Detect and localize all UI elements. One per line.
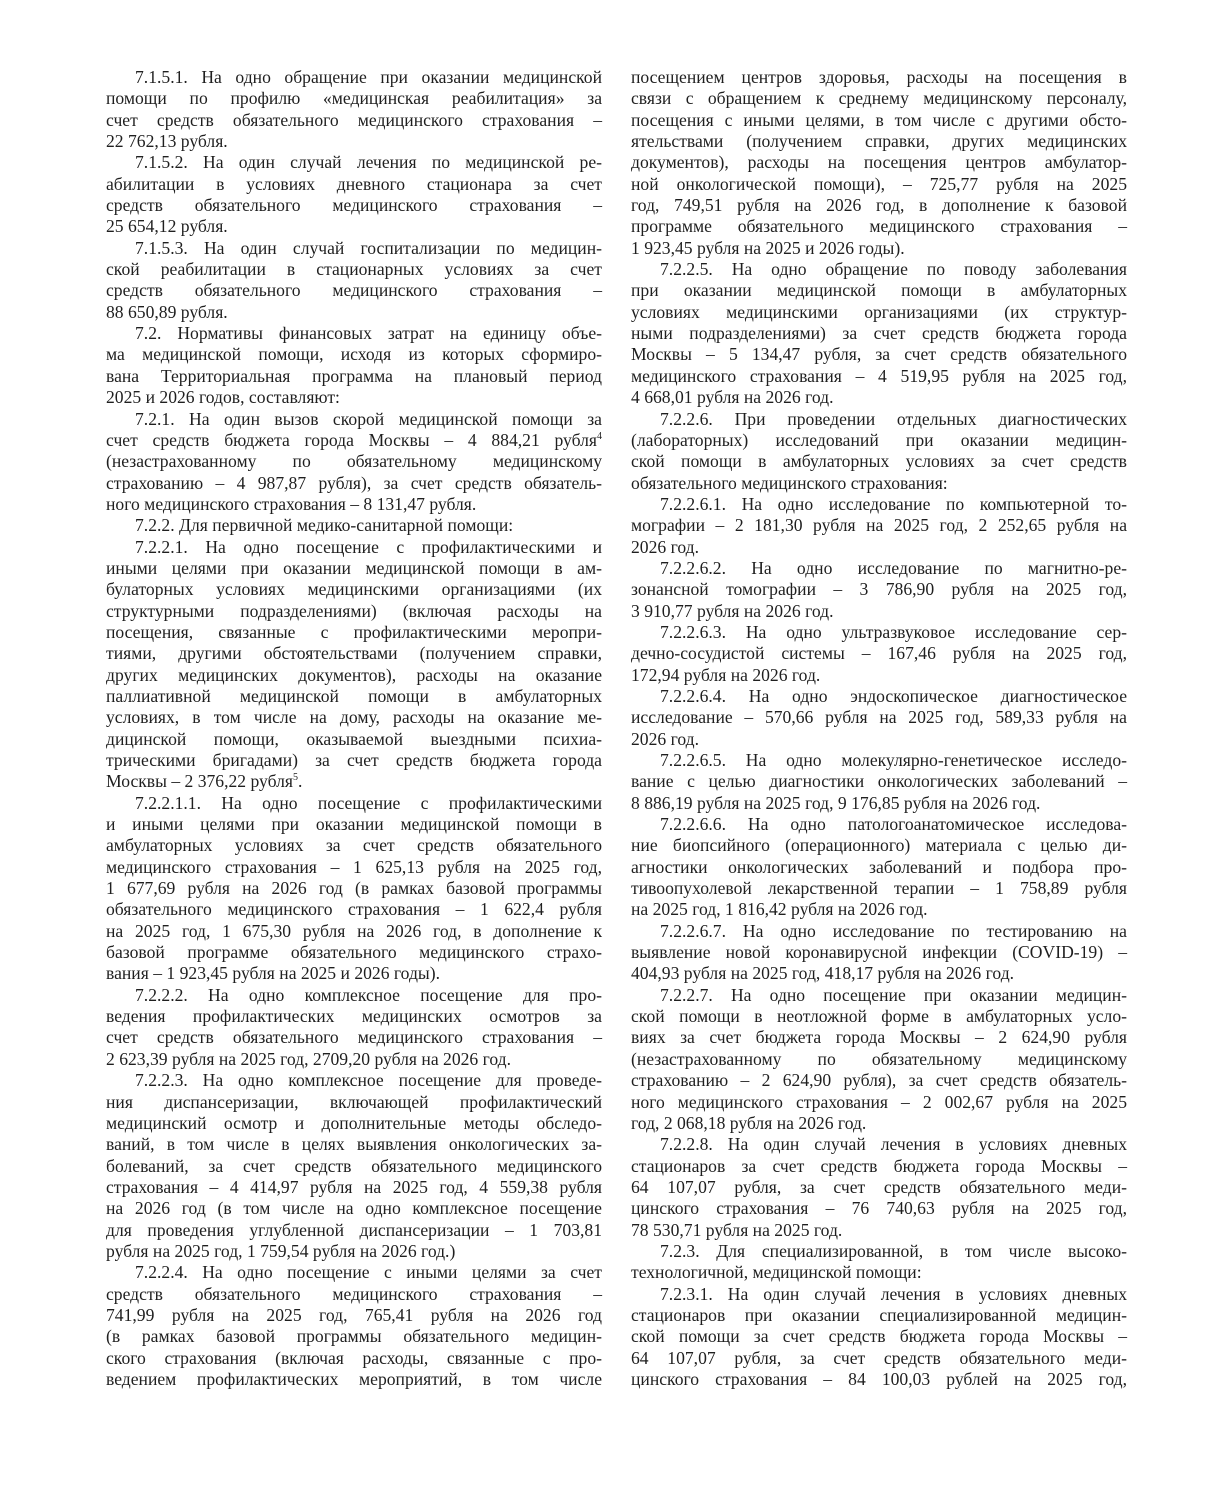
line-text: 7.2.2.6. При проведении отдельных диагностических [660,408,1127,429]
line-text: 7.2.2.1.1. На одно посещение с профилактическими [135,792,602,813]
text-line [631,366,1127,387]
text-line [106,1092,602,1113]
line-text: ма медицинской помощи, исходя из которых сформиро- [106,344,602,365]
text-line [106,537,602,558]
line-text: ведением профилактических мероприятий, в том числе [106,1368,602,1389]
footnote-marker[interactable]: 4 [597,430,602,442]
line-text: ного медицинского страхования – 8 131,47 рубля. [106,493,477,514]
text-line [631,558,1127,579]
line-text: ние биопсийного (операционного) материала с целью ди- [631,835,1127,856]
line-text: посещения, связанные с профилактическими меропри- [106,621,602,642]
text-line [106,216,602,237]
line-text: 78 530,71 рубля на 2025 год. [631,1219,843,1240]
line-text: связи с обращением к среднему медицинскому персоналу, [631,88,1127,109]
line-text: ния диспансеризации, включающей профилактический [106,1091,602,1112]
line-text: медицинский осмотр и дополнительные методы обследо- [106,1112,602,1133]
text-line [631,302,1127,323]
text-line [631,259,1127,280]
text-line [106,174,602,195]
line-text: ваний, в том числе в целях выявления онкологических за- [106,1134,602,1155]
line-text: ными подразделениями) за счет средств бюджета города [631,323,1127,344]
text-line [106,1220,602,1241]
line-text: ятельствами (получением справки, других медицинских [631,131,1127,152]
text-line [631,515,1127,536]
line-text: 25 654,12 рубля. [106,216,228,237]
line-text: документов), расходы на посещения центров амбулатор- [631,152,1127,173]
text-line [106,558,602,579]
line-text: 1 923,45 рубля на 2025 и 2026 годы). [631,237,905,258]
text-line [106,152,602,173]
text-line [631,857,1127,878]
text-line [106,878,602,899]
line-text: (незастрахованному по обязательному медицинскому [106,451,602,472]
text-line [106,88,602,109]
text-line [106,1134,602,1155]
text-line [631,451,1127,472]
text-line [631,216,1127,237]
text-line [106,793,602,814]
line-text: на 2025 год, 1 675,30 рубля на 2026 год, в дополнение к [106,920,602,941]
line-text: 7.2.2.5. На одно обращение по поводу заболевания [660,259,1127,280]
text-line [631,323,1127,344]
line-text: 7.2.2.8. На один случай лечения в условиях дневных [660,1134,1127,1155]
text-line [106,1113,602,1134]
text-line [106,1326,602,1347]
line-text: иными целями при оказании медицинской помощи в ам- [106,557,602,578]
text-line [631,1156,1127,1177]
text-line [106,1262,602,1283]
line-text: медицинского страхования – 1 625,13 рубля на 2025 год, [106,856,602,877]
line-text: 7.2.2.7. На одно посещение при оказании медицин- [660,984,1127,1005]
text-line [631,707,1127,728]
line-text: страхованию – 2 624,90 рубля), за счет средств обязатель- [631,1070,1127,1091]
line-text: при оказании медицинской помощи в амбулаторных [631,280,1127,301]
line-text: тиями, другими обстоятельствами (получением справки, [106,643,602,664]
line-text: цинского страхования – 84 100,03 рублей на 2025 год, [631,1368,1127,1389]
text-line [106,1241,602,1262]
line-text: 2026 год. [631,728,700,749]
line-text: счет средств бюджета города Москвы – 4 884,21 рубля [106,429,597,450]
line-text: страхованию – 4 987,87 рубля), за счет средств обязатель- [106,472,602,493]
line-text: ской помощи в неотложной форме в амбулаторных усло- [631,1006,1127,1027]
line-text: ского страхования (включая расходы, связанные с про- [106,1347,602,1368]
text-line [631,1092,1127,1113]
line-text: паллиативной медицинской помощи в амбулаторных [106,685,602,706]
text-line [106,1198,602,1219]
line-text-tail: . [298,771,303,792]
line-text: 7.2.2.6.4. На одно эндоскопическое диагностическое [660,685,1127,706]
text-line [106,67,602,88]
text-line [631,814,1127,835]
text-line [106,110,602,131]
line-text: 172,94 рубля на 2026 год. [631,664,821,685]
line-text: обязательного медицинского страхования – 1 622,4 рубля [106,899,602,920]
text-line [106,1049,602,1070]
right-text-column [631,67,1127,1390]
text-line [106,323,602,344]
text-line [631,1220,1127,1241]
line-text: (лабораторных) исследований при оказании медицин- [631,429,1127,450]
line-text: 4 668,01 рубля на 2026 год. [631,387,834,408]
line-text: год, 749,51 рубля на 2026 год, в дополнение к базовой [631,195,1127,216]
line-text: для проведения углубленной диспансеризации – 1 703,81 [106,1219,602,1240]
line-text: 22 762,13 рубля. [106,131,228,152]
line-text: 64 107,07 рубля, за счет средств обязательного меди- [631,1347,1127,1368]
line-text: технологичной, медицинской помощи: [631,1262,922,1283]
line-text: Москвы – 5 134,47 рубля, за счет средств обязательного [631,344,1127,365]
text-line [631,1326,1127,1347]
line-text: программе обязательного медицинского страхования – [631,216,1127,237]
text-line [631,152,1127,173]
text-line [106,899,602,920]
text-line [106,622,602,643]
line-text: вание с целью диагностики онкологических заболеваний – [631,771,1127,792]
text-line [106,729,602,750]
text-line [631,878,1127,899]
line-text: трическими бригадами) за счет средств бюджета города [106,750,602,770]
line-text: год, 2 068,18 рубля на 2026 год. [631,1112,867,1133]
text-line [631,601,1127,622]
line-text: медицинского страхования – 4 519,95 рубля на 2025 год, [631,365,1127,386]
text-line [106,963,602,984]
line-text: ской помощи за счет средств бюджета города Москвы – [631,1326,1127,1347]
line-text: 7.2.1. На один вызов скорой медицинской помощи за [135,408,602,429]
text-line [631,899,1127,920]
line-text: рубля на 2025 год, 1 759,54 рубля на 2026 год.) [106,1240,456,1261]
line-text: (незастрахованному по обязательному медицинскому [631,1048,1127,1069]
line-text: болеваний, за счет средств обязательного медицинского [106,1155,602,1176]
text-line [106,430,602,451]
text-line [106,814,602,835]
text-line [631,1241,1127,1262]
text-line [631,494,1127,515]
line-text: 7.2.2.6.7. На одно исследование по тестированию на [660,920,1127,941]
line-text: посещения с иными целями, в том числе с другими обсто- [631,109,1127,130]
line-text: агностики онкологических заболеваний и подбора про- [631,856,1127,877]
text-line [106,515,602,536]
line-text: условиях, в том числе на дому, расходы на оказание ме- [106,707,602,728]
text-line [631,344,1127,365]
text-line [631,195,1127,216]
text-line [631,131,1127,152]
text-line [106,387,602,408]
text-line [631,835,1127,856]
line-text: средств обязательного медицинского страхования – [106,1283,602,1304]
text-line [631,1177,1127,1198]
line-text: 7.1.5.2. На один случай лечения по медицинской ре- [135,152,602,173]
text-line [631,537,1127,558]
text-line [631,473,1127,494]
text-line [631,1348,1127,1369]
text-line [106,1156,602,1177]
line-text: Москвы – 2 376,22 рубля [106,771,294,792]
line-text: 7.2.2.6.1. На одно исследование по компьютерной то- [660,493,1127,514]
left-text-column [106,67,602,1390]
line-text: 2026 год. [631,536,700,557]
text-line [106,451,602,472]
text-line [631,963,1127,984]
line-text: амбулаторных условиях за счет средств обязательного [106,835,602,856]
line-text: выявление новой коронавирусной инфекции (COVID-19) – [631,942,1127,963]
text-line [106,601,602,622]
line-text: 7.2.2.6.3. На одно ультразвуковое исследование сер- [660,621,1127,642]
text-line [631,793,1127,814]
line-text: 7.2.2.1. На одно посещение с профилактическими и [135,536,602,557]
line-text: мографии – 2 181,30 рубля на 2025 год, 2 252,65 рубля на [631,515,1127,536]
text-line [631,1134,1127,1155]
text-line [631,1369,1127,1390]
line-text: 88 650,89 рубля. [106,301,228,322]
text-line [631,1198,1127,1219]
line-text: ской реабилитации в стационарных условиях за счет [106,259,602,280]
line-text: страхования – 4 414,97 рубля на 2025 год, 4 559,38 рубля [106,1176,602,1197]
text-line [106,1348,602,1369]
text-line [631,1006,1127,1027]
line-text: вания – 1 923,45 рубля на 2025 и 2026 годы). [106,963,440,984]
line-text: счет средств обязательного медицинского страхования – [106,1027,602,1048]
text-line [106,750,602,771]
line-text: исследование – 570,66 рубля на 2025 год, 589,33 рубля на [631,707,1127,728]
line-text: вана Территориальная программа на плановый период [106,365,602,386]
text-line [631,110,1127,131]
text-line [106,1305,602,1326]
text-line [106,835,602,856]
line-text: на 2025 год, 1 816,42 рубля на 2026 год. [631,899,928,920]
line-text: стационаров за счет средств бюджета города Москвы – [631,1155,1127,1176]
line-text: зонансной томографии – 3 786,90 рубля на 2025 год, [631,579,1127,600]
text-line [631,1027,1127,1048]
line-text: дечно-сосудистой системы – 167,46 рубля на 2025 год, [631,643,1127,664]
line-text: средств обязательного медицинского страхования – [106,280,602,301]
text-line [106,344,602,365]
line-text: 1 677,69 рубля на 2026 год (в рамках базовой программы [106,878,602,899]
text-line [106,857,602,878]
line-text: булаторных условиях медицинскими организациями (их [106,579,602,600]
line-text: 2 623,39 рубля на 2025 год, 2709,20 рубля на 2026 год. [106,1048,512,1069]
line-text: 404,93 рубля на 2025 год, 418,17 рубля на 2026 год. [631,963,1015,984]
text-line [106,1369,602,1390]
line-text: 7.2.2.2. На одно комплексное посещение для про- [135,984,602,1005]
line-text: ведения профилактических медицинских осмотров за [106,1006,602,1027]
line-text: 7.2.2.4. На одно посещение с иными целями за счет [135,1262,602,1283]
text-line [631,1113,1127,1134]
text-line [631,280,1127,301]
text-line [631,1284,1127,1305]
line-text: 741,99 рубля на 2025 год, 765,41 рубля на 2026 год [106,1304,602,1325]
text-line [631,622,1127,643]
text-line [106,409,602,430]
line-text: других медицинских документов), расходы на оказание [106,664,602,685]
line-text: цинского страхования – 76 740,63 рубля на 2025 год, [631,1198,1127,1219]
text-line [631,88,1127,109]
text-line [106,1006,602,1027]
text-line [631,942,1127,963]
text-line [106,771,602,792]
text-line [106,985,602,1006]
text-line [106,259,602,280]
text-line [106,1070,602,1091]
text-line [106,686,602,707]
text-line [106,280,602,301]
line-text: средств обязательного медицинского страхования – [106,195,602,216]
text-line [106,494,602,515]
text-line [106,131,602,152]
text-line [631,771,1127,792]
line-text: 7.1.5.1. На одно обращение при оказании медицинской [135,67,602,87]
line-text: и иными целями при оказании медицинской помощи в [106,814,602,835]
line-text: (в рамках базовой программы обязательного медицин- [106,1326,602,1347]
text-line [106,1284,602,1305]
text-line [631,387,1127,408]
text-line [631,1070,1127,1091]
line-text: счет средств обязательного медицинского страхования – [106,109,602,130]
line-text: 7.2.2. Для первичной медико-санитарной помощи: [135,515,514,536]
line-text: 7.2.2.3. На одно комплексное посещение для проведе- [135,1070,602,1091]
text-line [631,1262,1127,1283]
text-line [106,921,602,942]
text-line [106,238,602,259]
text-line [631,67,1127,88]
text-line [631,750,1127,771]
line-text: помощи по профилю «медицинская реабилитация» за [106,88,602,109]
text-line [631,665,1127,686]
line-text: дицинской помощи, оказываемой выездными психиа- [106,728,602,749]
text-line [631,686,1127,707]
line-text: 7.2.2.6.6. На одно патологоанатомическое исследова- [660,814,1127,835]
text-line [106,1027,602,1048]
text-line [631,409,1127,430]
line-text: 7.1.5.3. На один случай госпитализации по медицин- [135,237,602,258]
text-line [631,174,1127,195]
footnote-marker[interactable]: 5 [293,772,299,784]
line-text: 7.2. Нормативы финансовых затрат на единицу объе- [135,323,602,344]
text-line [631,729,1127,750]
line-text: виях за счет бюджета города Москвы – 2 624,90 рубля [631,1027,1127,1048]
line-text: стационаров при оказании специализированной медицин- [631,1304,1127,1325]
text-line [106,195,602,216]
line-text: 7.2.2.6.2. На одно исследование по магнитно-ре- [660,557,1127,578]
text-line [631,238,1127,259]
line-text: 3 910,77 рубля на 2026 год. [631,600,834,621]
line-text: 7.2.3.1. На один случай лечения в условиях дневных [660,1283,1127,1304]
line-text: ской помощи в амбулаторных условиях за счет средств [631,451,1127,472]
text-line [106,643,602,664]
text-line [106,665,602,686]
line-text: 7.2.2.6.5. На одно молекулярно-генетическое исследо- [660,750,1127,770]
text-line [106,302,602,323]
text-line [631,430,1127,451]
text-line [106,366,602,387]
line-text: на 2026 год (в том числе на одно комплексное посещение [106,1198,602,1219]
text-line [106,942,602,963]
text-line [631,579,1127,600]
line-text: 8 886,19 рубля на 2025 год, 9 176,85 рубля на 2026 год. [631,792,1041,813]
text-line [106,579,602,600]
text-line [631,1049,1127,1070]
line-text: 7.2.3. Для специализированной, в том числе высоко- [660,1240,1127,1261]
line-text: 2025 и 2026 годов, составляют: [106,387,340,408]
line-text: тивоопухолевой лекарственной терапии – 1 758,89 рубля [631,878,1127,899]
line-text: посещением центров здоровья, расходы на посещения в [631,67,1127,87]
text-line [106,473,602,494]
line-text: ной онкологической помощи), – 725,77 рубля на 2025 [631,173,1127,194]
line-text: обязательного медицинского страхования: [631,472,948,493]
text-line [631,985,1127,1006]
line-text: структурными подразделениями) (включая расходы на [106,600,602,621]
text-line [631,1305,1127,1326]
text-line [106,707,602,728]
text-line [631,921,1127,942]
line-text: условиях медицинскими организациями (их структур- [631,301,1127,322]
text-line [106,1177,602,1198]
line-text: 64 107,07 рубля, за счет средств обязательного меди- [631,1176,1127,1197]
text-line [631,643,1127,664]
line-text: базовой программе обязательного медицинского страхо- [106,942,602,963]
line-text: ного медицинского страхования – 2 002,67 рубля на 2025 [631,1091,1127,1112]
line-text: абилитации в условиях дневного стационара за счет [106,173,602,194]
